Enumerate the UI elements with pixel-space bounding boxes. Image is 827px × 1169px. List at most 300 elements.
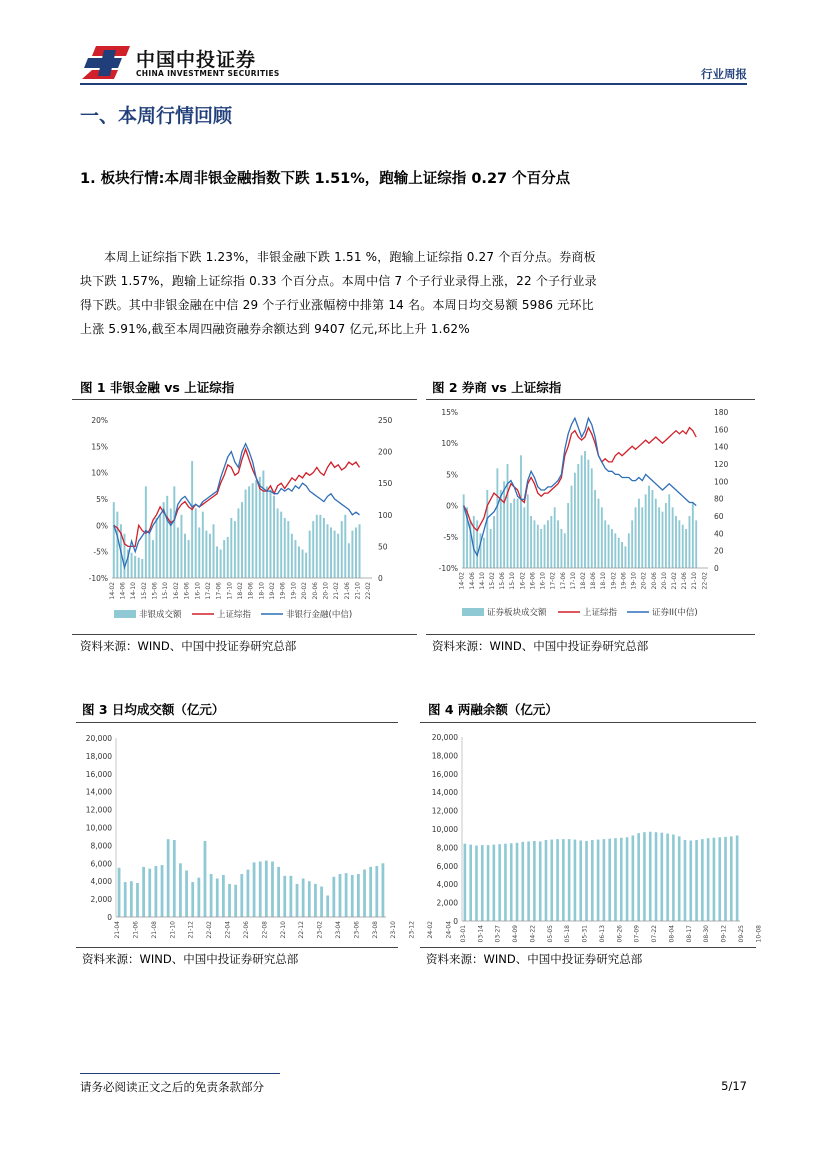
bar xyxy=(265,861,268,917)
logo-mark-icon xyxy=(82,44,132,80)
figure-4-source: 资料来源：WIND、中国中投证券研究总部 xyxy=(426,952,643,966)
bar xyxy=(134,556,136,578)
x-tick-label: 14-10 xyxy=(130,582,138,600)
left-axis-tick-label: 15% xyxy=(91,442,108,452)
right-axis-tick-label: 100 xyxy=(378,510,393,520)
bar xyxy=(339,874,342,917)
bar xyxy=(658,507,660,568)
bar xyxy=(195,508,197,578)
left-axis-tick-label: -5% xyxy=(93,547,108,557)
x-tick-label: 16-06 xyxy=(529,572,537,590)
legend-label: 非银行金融(中信) xyxy=(286,610,353,620)
x-tick-label: 16-02 xyxy=(519,572,527,590)
right-axis-tick-label: 50 xyxy=(378,542,388,552)
right-axis-tick-label: 0 xyxy=(714,564,719,573)
bar xyxy=(241,502,243,578)
x-tick-label: 18-06 xyxy=(590,572,598,590)
bar xyxy=(498,844,501,921)
x-tick-label: 21-08 xyxy=(150,921,158,939)
x-tick-label: 03-27 xyxy=(494,925,502,943)
bar xyxy=(587,460,589,568)
bar xyxy=(473,516,475,568)
bar xyxy=(550,516,552,568)
bar xyxy=(463,494,465,568)
bar xyxy=(469,845,472,921)
x-tick-label: 22-02 xyxy=(365,582,373,600)
bar xyxy=(534,520,536,568)
bar xyxy=(296,884,299,917)
x-tick-label: 18-06 xyxy=(247,582,255,600)
x-tick-label: 14-06 xyxy=(119,582,127,600)
x-tick-label: 14-02 xyxy=(108,582,116,600)
bar xyxy=(648,486,650,568)
bar xyxy=(245,490,247,578)
bar xyxy=(259,862,262,917)
bar xyxy=(326,896,329,917)
x-tick-label: 18-02 xyxy=(237,582,244,600)
bar xyxy=(173,840,176,917)
bar xyxy=(695,840,698,921)
figure-3-top-rule xyxy=(76,722,398,723)
x-tick-label: 14-06 xyxy=(468,572,476,590)
bar xyxy=(355,527,357,578)
bar xyxy=(173,486,175,578)
left-axis-tick-label: -10% xyxy=(88,574,108,583)
bar xyxy=(635,507,637,568)
series-line xyxy=(114,444,360,568)
x-tick-label: 16-10 xyxy=(539,572,547,590)
bar xyxy=(323,518,325,578)
bar xyxy=(597,840,600,921)
bar xyxy=(682,525,684,568)
bar xyxy=(483,538,485,568)
y-axis-tick-label: 16,000 xyxy=(85,769,112,779)
x-tick-label: 21-04 xyxy=(114,921,122,939)
right-axis-tick-label: 140 xyxy=(714,442,729,452)
legend-label: 上证综指 xyxy=(217,610,252,620)
figure-1-top-rule xyxy=(72,399,417,400)
bar xyxy=(202,512,204,578)
bar xyxy=(344,515,346,578)
subsection-heading: 1. 板块行情:本周非银金融指数下跌 1.51%，跑输上证综指 0.27 个百分点 xyxy=(80,171,571,187)
bar xyxy=(302,550,304,578)
bar xyxy=(248,486,250,578)
x-tick-label: 15-10 xyxy=(162,582,170,600)
bar xyxy=(661,833,664,921)
legend-label: 非银成交额 xyxy=(139,610,182,620)
bar xyxy=(493,845,496,921)
bar xyxy=(294,540,296,578)
bar xyxy=(540,529,542,568)
left-axis-tick-label: 20% xyxy=(91,416,108,425)
bar xyxy=(191,461,193,578)
bar xyxy=(564,533,566,568)
bar xyxy=(382,863,385,917)
bar xyxy=(503,481,505,568)
x-tick-label: 22-08 xyxy=(261,921,269,939)
right-axis-tick-label: 100 xyxy=(714,477,729,487)
bar xyxy=(713,838,716,921)
bar xyxy=(631,520,633,568)
left-axis-tick-label: 5% xyxy=(96,495,108,504)
bar xyxy=(557,520,559,568)
bar xyxy=(330,527,332,578)
x-tick-label: 20-06 xyxy=(311,582,319,600)
bar xyxy=(152,540,154,578)
bar xyxy=(345,873,348,917)
left-axis-tick-label: 5% xyxy=(446,470,458,480)
bar xyxy=(701,839,704,921)
bar xyxy=(227,537,229,578)
figure-3-chart xyxy=(76,725,453,945)
bar xyxy=(197,878,200,917)
bar xyxy=(216,879,219,917)
x-tick-label: 05-31 xyxy=(581,925,589,943)
bar xyxy=(608,839,611,921)
x-tick-label: 21-02 xyxy=(670,572,678,590)
bar xyxy=(302,879,305,917)
bar xyxy=(493,516,495,568)
bar xyxy=(222,875,225,917)
y-axis-tick-label: 20,000 xyxy=(85,734,112,743)
y-axis-tick-label: 10,000 xyxy=(431,825,458,834)
bar xyxy=(223,540,225,578)
x-tick-label: 08-30 xyxy=(703,925,711,943)
bar xyxy=(621,542,623,568)
figure-3-source: 资料来源：WIND、中国中投证券研究总部 xyxy=(82,952,299,966)
bar xyxy=(490,529,492,568)
figure-2-top-rule xyxy=(426,399,755,400)
x-tick-label: 19-02 xyxy=(610,572,618,590)
bar xyxy=(255,480,257,578)
x-tick-label: 08-17 xyxy=(685,925,693,943)
y-axis-tick-label: 0 xyxy=(453,917,458,926)
bar xyxy=(230,518,232,578)
bar xyxy=(290,876,293,917)
y-axis-tick-label: 14,000 xyxy=(431,788,458,798)
bar xyxy=(618,538,620,568)
x-tick-label: 19-06 xyxy=(279,582,287,600)
bar xyxy=(689,516,691,568)
bar xyxy=(234,521,236,578)
bar xyxy=(574,473,576,568)
x-tick-label: 21-10 xyxy=(354,582,362,600)
bar xyxy=(341,521,343,578)
bar xyxy=(213,524,215,578)
bar xyxy=(357,874,360,917)
legend-swatch xyxy=(114,610,136,618)
right-axis-tick-label: 0 xyxy=(378,574,383,583)
bar xyxy=(142,867,145,917)
x-tick-label: 19-06 xyxy=(620,572,628,590)
x-tick-label: 24-04 xyxy=(445,921,453,939)
y-axis-tick-label: 14,000 xyxy=(85,787,112,797)
x-tick-label: 23-08 xyxy=(371,921,379,939)
bar xyxy=(736,835,739,921)
bar xyxy=(504,844,507,921)
company-logo xyxy=(82,44,282,84)
bar xyxy=(319,515,321,578)
y-axis-tick-label: 12,000 xyxy=(85,805,112,815)
figure-2-bottom-rule xyxy=(426,634,755,635)
y-axis-tick-label: 8,000 xyxy=(90,841,112,851)
bar xyxy=(649,832,652,921)
bar xyxy=(577,464,579,568)
x-tick-label: 22-06 xyxy=(242,921,250,939)
x-tick-label: 21-06 xyxy=(681,572,689,590)
left-axis-tick-label: -5% xyxy=(443,532,458,542)
bar xyxy=(689,841,692,922)
figure-4-bottom-rule xyxy=(420,947,756,948)
bar xyxy=(130,881,133,917)
bar xyxy=(234,885,237,917)
bar xyxy=(161,865,164,917)
x-tick-label: 15-06 xyxy=(151,582,159,600)
bar xyxy=(662,512,664,568)
y-axis-tick-label: 6,000 xyxy=(436,861,458,871)
x-tick-label: 17-06 xyxy=(559,572,567,590)
bar xyxy=(579,841,582,922)
bar xyxy=(594,490,596,568)
x-tick-label: 22-02 xyxy=(701,572,709,590)
figure-4-chart xyxy=(420,725,763,945)
bar xyxy=(550,840,553,921)
logo-english-name: CHINA INVESTMENT SECURITIES xyxy=(136,69,280,78)
bar xyxy=(611,529,613,568)
legend-label: 上证综指 xyxy=(583,608,618,618)
x-tick-label: 15-02 xyxy=(489,572,497,590)
bar xyxy=(530,516,532,568)
x-tick-label: 21-06 xyxy=(343,582,351,600)
bar xyxy=(270,490,272,578)
bar xyxy=(527,494,529,568)
bar xyxy=(476,520,478,568)
bar xyxy=(287,521,289,578)
figure-1-chart xyxy=(72,402,417,630)
bar xyxy=(273,496,275,578)
x-tick-label: 24-02 xyxy=(427,921,435,939)
x-tick-label: 23-06 xyxy=(353,921,361,939)
bar xyxy=(141,559,143,578)
bar xyxy=(603,839,606,921)
bar xyxy=(666,834,669,921)
figure-2-chart xyxy=(426,402,755,630)
x-tick-label: 10-08 xyxy=(755,925,763,943)
x-tick-label: 20-02 xyxy=(301,582,309,600)
bar xyxy=(314,884,317,917)
bar xyxy=(259,477,261,578)
right-axis-tick-label: 180 xyxy=(714,408,729,417)
y-axis-tick-label: 4,000 xyxy=(90,877,112,887)
figure-4-top-rule xyxy=(420,722,756,723)
bar xyxy=(510,843,513,921)
bar xyxy=(520,455,522,568)
bar xyxy=(277,867,280,917)
bar xyxy=(665,503,667,568)
bar xyxy=(348,543,350,578)
x-tick-label: 19-02 xyxy=(269,582,277,600)
disclaimer-note: 请务必阅读正文之后的免责条款部分 xyxy=(80,1080,264,1094)
bar xyxy=(305,553,307,578)
bar xyxy=(216,546,218,578)
figure-2-title: 图 2 券商 vs 上证综指 xyxy=(432,380,562,395)
bar xyxy=(614,838,617,921)
x-tick-label: 18-10 xyxy=(600,572,608,590)
x-tick-label: 23-02 xyxy=(316,921,324,939)
bar xyxy=(692,503,694,568)
bar xyxy=(547,520,549,568)
section-title: 一、本周行情回顾 xyxy=(80,105,233,127)
x-tick-label: 03-01 xyxy=(459,925,467,943)
x-tick-label: 21-12 xyxy=(187,921,195,939)
bar xyxy=(284,518,286,578)
bar xyxy=(247,870,250,917)
x-tick-label: 15-02 xyxy=(140,582,148,600)
bar xyxy=(253,862,256,917)
bar xyxy=(177,527,179,578)
right-axis-tick-label: 200 xyxy=(378,447,393,457)
bar xyxy=(533,841,536,921)
legend-label: 证券板块成交额 xyxy=(487,608,547,618)
x-tick-label: 15-10 xyxy=(509,572,517,590)
bar xyxy=(220,550,222,578)
x-tick-label: 09-25 xyxy=(737,925,745,943)
left-axis-tick-label: 0% xyxy=(446,501,458,511)
x-tick-label: 08-04 xyxy=(668,925,676,943)
x-tick-label: 21-06 xyxy=(132,921,140,939)
x-tick-label: 05-05 xyxy=(546,925,554,943)
bar xyxy=(277,508,279,578)
bar xyxy=(554,507,556,568)
bar xyxy=(581,455,583,568)
bar xyxy=(124,882,127,917)
bar xyxy=(560,529,562,568)
right-axis-tick-label: 250 xyxy=(378,416,393,425)
bar xyxy=(369,867,372,917)
y-axis-tick-label: 4,000 xyxy=(436,880,458,890)
bar xyxy=(464,844,467,921)
x-tick-label: 22-12 xyxy=(298,921,306,939)
x-tick-label: 20-10 xyxy=(322,582,330,600)
bar xyxy=(271,862,274,917)
bar xyxy=(628,533,630,568)
bar xyxy=(643,832,646,921)
x-tick-label: 21-02 xyxy=(333,582,341,600)
x-tick-label: 06-13 xyxy=(598,925,606,943)
bar xyxy=(320,887,323,917)
bar xyxy=(363,870,366,917)
bar xyxy=(205,531,207,578)
bar xyxy=(571,486,573,568)
x-tick-label: 19-10 xyxy=(290,582,298,600)
report-type-label: 行业周报 xyxy=(701,67,747,81)
bar xyxy=(539,841,542,921)
figure-3-bottom-rule xyxy=(76,947,398,948)
y-axis-tick-label: 12,000 xyxy=(431,806,458,816)
bar xyxy=(155,866,158,917)
bar xyxy=(695,520,697,568)
bar xyxy=(568,839,571,921)
bar xyxy=(591,840,594,921)
bar xyxy=(298,546,300,578)
footer-divider xyxy=(80,1073,280,1074)
x-tick-label: 21-10 xyxy=(169,921,177,939)
legend-swatch xyxy=(462,608,484,616)
bar xyxy=(601,507,603,568)
bar xyxy=(375,866,378,917)
bar xyxy=(131,553,133,578)
right-axis-tick-label: 120 xyxy=(714,460,729,469)
bar xyxy=(188,540,190,578)
left-axis-tick-label: 0% xyxy=(96,521,108,531)
bar xyxy=(113,502,115,578)
bar xyxy=(496,468,498,568)
bar xyxy=(507,464,509,568)
bar xyxy=(584,451,586,568)
x-tick-label: 20-06 xyxy=(650,572,658,590)
bar xyxy=(266,486,268,578)
bar xyxy=(185,870,188,917)
header-divider xyxy=(80,83,747,85)
bar xyxy=(678,520,680,568)
bar xyxy=(585,841,588,921)
bar xyxy=(334,531,336,578)
x-tick-label: 21-10 xyxy=(691,572,699,590)
bar xyxy=(210,874,213,917)
bar xyxy=(655,499,657,568)
bar xyxy=(170,508,172,578)
x-tick-label: 23-04 xyxy=(334,921,342,939)
bar xyxy=(312,521,314,578)
x-tick-label: 07-09 xyxy=(633,925,641,943)
bar xyxy=(537,525,539,568)
page-number: 5/17 xyxy=(721,1079,747,1093)
x-tick-label: 03-14 xyxy=(477,925,485,943)
right-axis-tick-label: 80 xyxy=(714,494,724,504)
bar xyxy=(544,525,546,568)
bar xyxy=(523,507,525,568)
bar xyxy=(487,845,490,921)
y-axis-tick-label: 10,000 xyxy=(85,823,112,833)
x-tick-label: 17-06 xyxy=(215,582,223,600)
bar xyxy=(675,516,677,568)
bar xyxy=(167,839,170,917)
bar xyxy=(327,524,329,578)
bar xyxy=(638,499,640,568)
bar xyxy=(252,483,254,578)
x-tick-label: 07-22 xyxy=(651,925,659,943)
bar xyxy=(184,534,186,578)
bar xyxy=(707,838,710,921)
x-tick-label: 14-10 xyxy=(478,572,486,590)
bar xyxy=(138,558,140,578)
bar xyxy=(684,840,687,921)
right-axis-tick-label: 150 xyxy=(378,479,393,489)
y-axis-tick-label: 20,000 xyxy=(431,733,458,742)
x-tick-label: 16-10 xyxy=(194,582,202,600)
x-tick-label: 19-10 xyxy=(630,572,638,590)
bar xyxy=(668,494,670,568)
bar xyxy=(626,837,629,921)
bar xyxy=(522,842,525,921)
bar xyxy=(645,494,647,568)
y-axis-tick-label: 2,000 xyxy=(90,895,112,905)
bar xyxy=(309,531,311,578)
bar xyxy=(562,839,565,921)
bar xyxy=(500,490,502,568)
left-axis-tick-label: 10% xyxy=(91,468,108,478)
x-tick-label: 14-02 xyxy=(458,572,466,590)
